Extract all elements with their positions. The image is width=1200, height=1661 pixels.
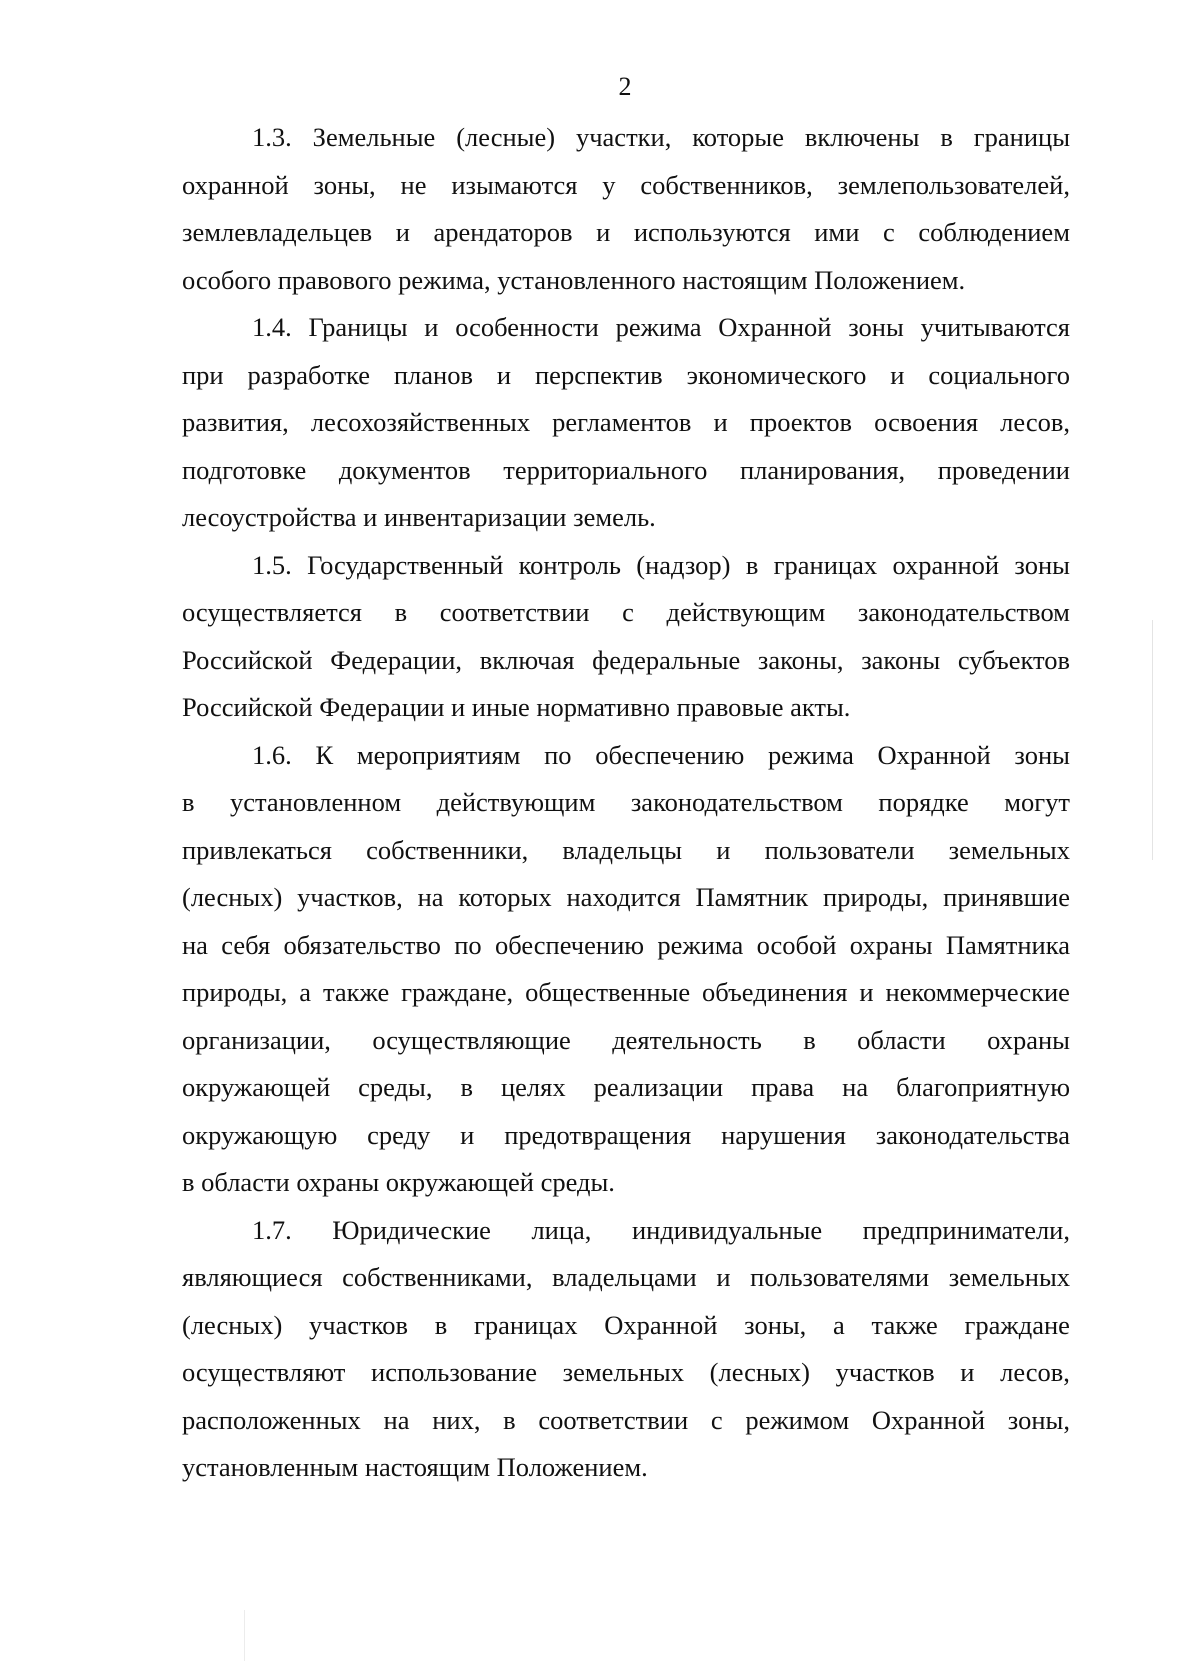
word: экономического (686, 359, 867, 390)
text-line: в области охраны окружающей среды. (182, 1167, 615, 1197)
word: целях (500, 1072, 566, 1102)
text-line (182, 399, 1070, 447)
word: окружающую (182, 1119, 338, 1150)
word: законы (861, 644, 941, 675)
text-line (182, 827, 1070, 875)
word: участков (309, 1309, 409, 1340)
word: принявшие (943, 882, 1070, 912)
word: границы (973, 122, 1070, 152)
word: действующим (436, 787, 596, 817)
word: зоны, (1007, 1404, 1070, 1435)
text-line (182, 542, 1070, 590)
word: (лесных) (182, 1309, 283, 1340)
word: природы, (182, 977, 288, 1007)
word: зоны (848, 312, 904, 342)
word: охранной (182, 169, 289, 200)
word: в (745, 549, 759, 580)
text-line: Российской Федерации и иные нормативно правовые акты. (182, 692, 851, 722)
word: осуществляют (182, 1357, 346, 1387)
word: некоммерческие (885, 977, 1070, 1007)
word: территориального (503, 454, 708, 485)
word: участков (835, 1357, 935, 1387)
word: соблюдением (918, 217, 1070, 247)
word: собственников, (640, 169, 813, 200)
word: федеральные (592, 644, 741, 675)
word: законодательства (875, 1119, 1070, 1150)
word: по (544, 739, 572, 770)
word: использование (371, 1357, 537, 1387)
word: зоны (1014, 549, 1070, 580)
word: подготовке (182, 454, 307, 485)
word: Российской (182, 644, 313, 675)
word: режима (767, 739, 854, 770)
word: благоприятную (896, 1072, 1070, 1102)
word: зоны, (313, 169, 376, 200)
word: в (434, 1309, 448, 1340)
word: лесохозяйственных (310, 407, 531, 437)
word: охраны (987, 1024, 1070, 1055)
word: лесов, (1000, 407, 1070, 437)
word: себя (221, 929, 271, 960)
word: а (833, 1309, 845, 1340)
word: и (716, 834, 731, 865)
text-line (182, 1064, 1070, 1112)
word: Памятник (695, 882, 809, 912)
word: в (803, 1024, 816, 1055)
word: регламентов (552, 407, 692, 437)
word: которые (692, 122, 784, 152)
word: также (322, 977, 390, 1007)
paragraph-1-7 (182, 1207, 1070, 1492)
word: пользователи (764, 834, 915, 865)
word: деятельность (612, 1024, 762, 1055)
word: перспектив (535, 359, 663, 390)
word: Границы (308, 312, 408, 342)
word: Федерации, (330, 644, 463, 675)
word: 1.5. (252, 549, 292, 580)
text-line (182, 969, 1070, 1017)
word: социального (928, 359, 1070, 390)
word: находится (566, 882, 681, 912)
word: Юридические (332, 1214, 491, 1245)
word: предприниматели, (862, 1214, 1070, 1245)
word: Земельные (312, 122, 436, 152)
word: предотвращения (504, 1119, 692, 1150)
word: на (182, 929, 208, 960)
word: 1.3. (252, 122, 292, 152)
word: и (859, 977, 874, 1007)
word: Государственный (307, 549, 504, 580)
word: (лесные) (456, 122, 556, 152)
word: 1.6. (252, 739, 292, 770)
word: и (960, 1357, 975, 1387)
word: освоения (874, 407, 979, 437)
word: лесов, (1000, 1357, 1070, 1387)
word: в (940, 122, 953, 152)
word: организации, (182, 1024, 331, 1055)
text-line (182, 209, 1070, 257)
word: границах (773, 549, 878, 580)
word: порядке (878, 787, 969, 817)
word: арендаторов (433, 217, 573, 247)
word: объединения (702, 977, 848, 1007)
word: развития, (182, 407, 289, 437)
word: граждане, (401, 977, 514, 1007)
word: являющиеся (182, 1262, 323, 1292)
word: зоны, (744, 1309, 807, 1340)
word: и (424, 312, 439, 342)
word: владельцы (562, 834, 683, 865)
text-line (182, 779, 1070, 827)
scan-artifact (1152, 620, 1153, 860)
word: а (299, 977, 311, 1007)
word: земельных (562, 1357, 684, 1387)
text-line (182, 1112, 1070, 1160)
word: них, (432, 1404, 481, 1435)
word: по (454, 929, 482, 960)
text-line (182, 114, 1070, 162)
word: планирования, (740, 454, 906, 485)
word: индивидуальные (631, 1214, 823, 1245)
text-line (182, 732, 1070, 780)
word: зоны (1014, 739, 1070, 770)
text-line (182, 1254, 1070, 1302)
word: в (460, 1072, 473, 1102)
text-line (182, 1017, 1070, 1065)
text-line (182, 637, 1070, 685)
word: Охранной (604, 1309, 718, 1340)
paragraph-1-6 (182, 732, 1070, 1207)
word: и (890, 359, 905, 390)
word: изымаются (451, 169, 578, 200)
document-body (182, 114, 1070, 1492)
scan-artifact (244, 1610, 245, 1661)
word: на (417, 882, 444, 912)
word: охранной (892, 549, 1000, 580)
word: проведении (937, 454, 1070, 485)
word: природы, (823, 882, 929, 912)
word: (лесных) (709, 1357, 810, 1387)
word: землепользователей, (837, 169, 1070, 200)
text-line (182, 922, 1070, 970)
paragraph-1-4 (182, 304, 1070, 542)
word: окружающей (182, 1072, 331, 1102)
word: владельцами (552, 1262, 697, 1292)
word: законы, (757, 644, 844, 675)
paragraph-1-3 (182, 114, 1070, 304)
word: среду (367, 1119, 431, 1150)
text-line (182, 874, 1070, 922)
word: собственниками, (342, 1262, 533, 1292)
paragraph-1-5 (182, 542, 1070, 732)
word: (лесных) (182, 882, 283, 912)
text-line (182, 447, 1070, 495)
word: у (602, 169, 616, 200)
text-line (182, 304, 1070, 352)
word: с (710, 1404, 723, 1435)
word: области (857, 1024, 946, 1055)
word: и (496, 359, 512, 390)
word: включены (804, 122, 920, 152)
word: с (882, 217, 895, 247)
word: не (400, 169, 427, 200)
text-line: установленным настоящим Положением. (182, 1452, 648, 1482)
word: охраны (849, 929, 933, 960)
text-line (182, 1302, 1070, 1350)
word: земельных (948, 1262, 1070, 1292)
word: субъектов (957, 644, 1070, 675)
word: обеспечению (595, 739, 745, 770)
word: установленном (229, 787, 402, 817)
word: обеспечению (494, 929, 645, 960)
word: на (842, 1072, 869, 1102)
word: в (182, 787, 195, 817)
text-line (182, 1397, 1070, 1445)
word: режима (615, 312, 702, 342)
word: участки, (575, 122, 672, 152)
word: К (315, 739, 334, 770)
word: и (596, 217, 611, 247)
word: 1.4. (252, 312, 292, 342)
word: участков, (297, 882, 403, 912)
word: Охранной (877, 739, 991, 770)
word: действующим (666, 597, 826, 627)
page-number: 2 (618, 72, 632, 101)
word: в (394, 597, 408, 627)
word: среды, (358, 1072, 433, 1102)
word: 1.7. (252, 1214, 292, 1245)
word: разработке (247, 359, 370, 390)
word: при (182, 359, 224, 390)
word: используются (633, 217, 791, 247)
word: планов (393, 359, 473, 390)
word: особенности (455, 312, 599, 342)
word: на (383, 1404, 410, 1435)
word: права (751, 1072, 815, 1102)
word: могут (1004, 787, 1070, 817)
word: собственники, (366, 834, 529, 865)
word: режимом (745, 1404, 850, 1435)
word: включая (479, 644, 575, 675)
word: Охранной (871, 1404, 986, 1435)
text-line: лесоустройства и инвентаризации земель. (182, 502, 656, 532)
word: общественные (525, 977, 691, 1007)
word: осуществляется (182, 597, 362, 627)
word: и (716, 1262, 731, 1292)
word: землевладельцев (182, 217, 373, 247)
word: с (622, 597, 634, 627)
word: нарушения (721, 1119, 846, 1150)
word: контроль (518, 549, 621, 580)
word: Охранной (718, 312, 832, 342)
word: обязательство (283, 929, 441, 960)
word: особой (756, 929, 837, 960)
word: осуществляющие (372, 1024, 571, 1055)
word: и (395, 217, 410, 247)
word: и (460, 1119, 475, 1150)
text-line (182, 352, 1070, 400)
word: земельных (948, 834, 1070, 865)
word: Памятника (945, 929, 1070, 960)
word: мероприятиям (356, 739, 521, 770)
word: соответствии (439, 597, 590, 627)
text-line (182, 589, 1070, 637)
text-line (182, 1207, 1070, 1255)
word: учитываются (920, 312, 1070, 342)
word: реализации (593, 1072, 724, 1102)
text-line (182, 162, 1070, 210)
word: документов (338, 454, 471, 485)
word: законодательством (630, 787, 843, 817)
word: соответствии (538, 1404, 689, 1435)
word: законодательством (857, 597, 1070, 627)
word: которых (458, 882, 552, 912)
text-line: особого правового режима, установленного настоящим Положением. (182, 264, 966, 295)
word: привлекаться (182, 834, 332, 865)
text-line (182, 1349, 1070, 1397)
word: режима (657, 929, 744, 960)
word: также (871, 1309, 938, 1340)
word: в (503, 1404, 516, 1435)
word: расположенных (182, 1404, 361, 1435)
word: и (713, 407, 728, 437)
word: пользователями (750, 1262, 930, 1292)
word: границах (474, 1309, 578, 1340)
word: граждане (964, 1309, 1070, 1340)
word: (надзор) (636, 549, 731, 580)
word: лица, (531, 1214, 592, 1245)
word: проектов (749, 407, 853, 437)
word: ими (814, 217, 860, 247)
